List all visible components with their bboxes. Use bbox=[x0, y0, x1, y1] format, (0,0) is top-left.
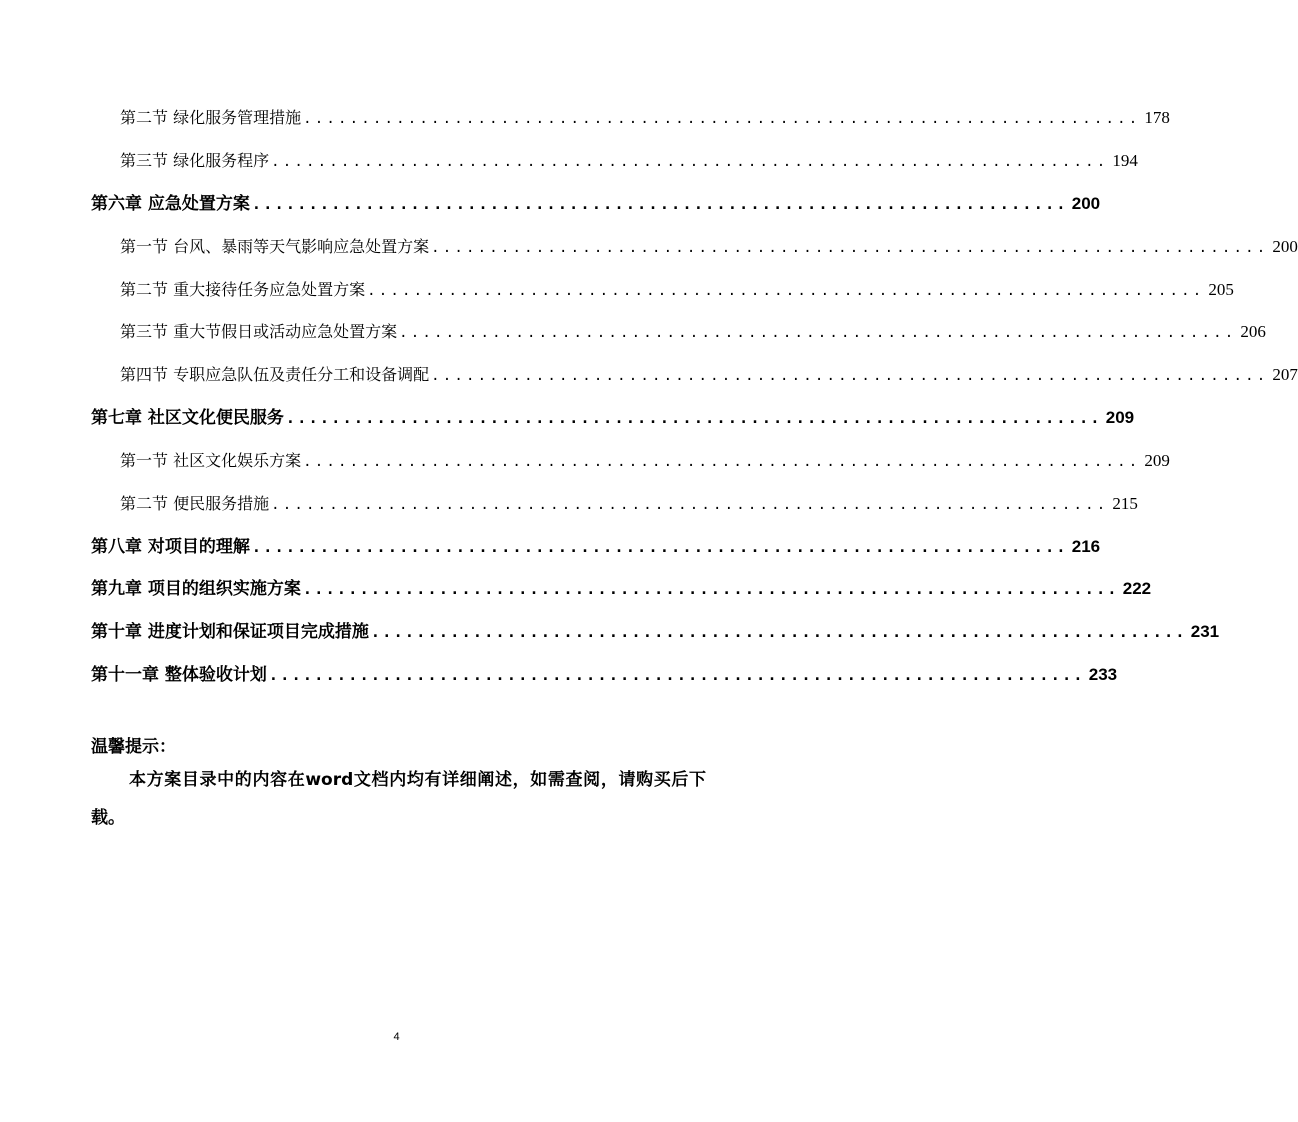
toc-page-number: 233 bbox=[1088, 665, 1118, 684]
toc-page-number: 207 bbox=[1272, 365, 1298, 384]
toc-entry[interactable] bbox=[120, 482, 1138, 525]
toc-entry-label: 第一节 社区文化娱乐方案 bbox=[120, 451, 302, 470]
toc-entry-label: 第七章 社区文化便民服务 bbox=[91, 408, 284, 428]
toc-page-number: 206 bbox=[1240, 322, 1266, 341]
dot-leader: ........................................................................ bbox=[285, 409, 1102, 427]
toc-entry-label: 第四节 专职应急队伍及责任分工和设备调配 bbox=[120, 365, 430, 384]
toc-entry[interactable] bbox=[120, 353, 1298, 396]
toc-entry-label: 第三节 重大节假日或活动应急处置方案 bbox=[120, 322, 398, 341]
toc-entry-label: 第八章 对项目的理解 bbox=[91, 537, 250, 557]
toc-entry[interactable] bbox=[120, 310, 1266, 353]
toc-entry-label: 第一节 台风、暴雨等天气影响应急处置方案 bbox=[120, 237, 430, 256]
toc-page-number: 216 bbox=[1071, 537, 1101, 556]
dot-leader: ........................................................................ bbox=[251, 538, 1068, 556]
dot-leader: ........................................................................ bbox=[399, 325, 1237, 341]
toc-entry[interactable] bbox=[120, 139, 1138, 182]
toc-entry-label: 第二节 重大接待任务应急处置方案 bbox=[120, 280, 366, 299]
dot-leader: ........................................................................ bbox=[271, 497, 1109, 513]
dot-leader: ........................................................................ bbox=[370, 623, 1187, 641]
dot-leader: ........................................................................ bbox=[251, 195, 1068, 213]
toc-page-number: 222 bbox=[1122, 579, 1152, 598]
toc-entry[interactable] bbox=[91, 182, 1101, 225]
toc-page-number: 205 bbox=[1208, 280, 1234, 299]
toc-page-number: 231 bbox=[1190, 622, 1220, 641]
dot-leader: ........................................................................ bbox=[367, 283, 1205, 299]
toc-entry[interactable] bbox=[120, 439, 1170, 482]
toc-entry-label: 第二节 便民服务措施 bbox=[120, 494, 270, 513]
toc-entry[interactable] bbox=[120, 96, 1170, 139]
toc-page-number: 209 bbox=[1105, 408, 1135, 427]
dot-leader: ........................................................................ bbox=[303, 111, 1141, 127]
dot-leader: ........................................................................ bbox=[431, 368, 1269, 384]
toc-entry-label: 第十一章 整体验收计划 bbox=[91, 665, 267, 685]
dot-leader: ........................................................................ bbox=[431, 240, 1269, 256]
notice-title: 温馨提示： bbox=[91, 737, 176, 757]
dot-leader: ........................................................................ bbox=[302, 580, 1119, 598]
dot-leader: ........................................................................ bbox=[268, 666, 1085, 684]
toc-entry[interactable] bbox=[91, 396, 1135, 439]
notice-body: 本方案目录中的内容在word文档内均有详细阐述，如需查阅，请购买后下载。 bbox=[91, 770, 706, 828]
toc-entry-label: 第六章 应急处置方案 bbox=[91, 194, 250, 214]
dot-leader: ........................................................................ bbox=[271, 154, 1109, 170]
toc-page-number: 215 bbox=[1112, 494, 1138, 513]
toc-page-number: 200 bbox=[1272, 237, 1298, 256]
toc-page-number: 200 bbox=[1071, 194, 1101, 213]
dot-leader: ........................................................................ bbox=[303, 454, 1141, 470]
toc-entry[interactable] bbox=[91, 610, 1220, 653]
toc-entry-label: 第三节 绿化服务程序 bbox=[120, 151, 270, 170]
toc-entry[interactable] bbox=[91, 525, 1101, 568]
toc-entry[interactable] bbox=[120, 225, 1298, 268]
toc-entry[interactable] bbox=[120, 268, 1234, 311]
toc-page-number: 178 bbox=[1144, 108, 1170, 127]
toc-entry[interactable] bbox=[91, 653, 1118, 696]
toc-entry-label: 第九章 项目的组织实施方案 bbox=[91, 579, 301, 599]
toc-entry[interactable] bbox=[91, 567, 1152, 610]
toc-entry-label: 第十章 进度计划和保证项目完成措施 bbox=[91, 622, 369, 642]
toc-page-number: 209 bbox=[1144, 451, 1170, 470]
toc-page-number: 194 bbox=[1112, 151, 1138, 170]
toc-entry-label: 第二节 绿化服务管理措施 bbox=[120, 108, 302, 127]
page-number: 4 bbox=[393, 1031, 400, 1043]
